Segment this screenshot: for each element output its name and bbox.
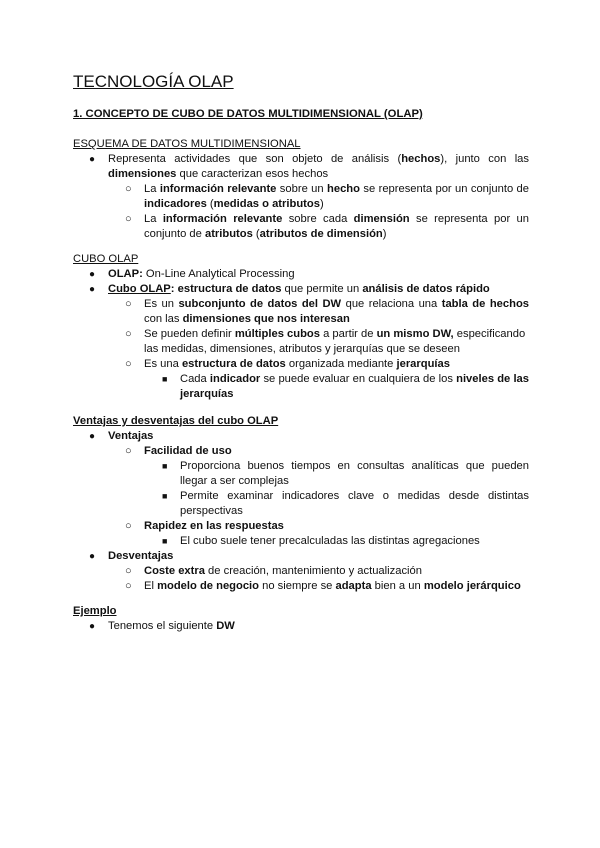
bullet-circle-icon: ○ (125, 183, 132, 195)
bullet-dot-icon: ● (89, 551, 96, 562)
bullet-square-icon: ■ (162, 536, 168, 546)
bullet-dot-icon: ● (89, 154, 96, 165)
bullet-circle-icon: ○ (125, 298, 132, 310)
bullet-circle-icon: ○ (125, 520, 132, 532)
list-item: ○ Es un subconjunto de datos del DW que relaciona una tabla de hechos con las dimensiones que nos interesan (125, 298, 530, 325)
bullet-dot-icon: ● (89, 621, 96, 632)
bullet-dot-icon: ● (89, 269, 96, 280)
list-item: ○ Coste extra de creación, mantenimiento y actualización (125, 565, 422, 577)
list-item: ● OLAP: On-Line Analytical Processing (89, 268, 295, 280)
bullet-square-icon: ■ (162, 491, 168, 501)
bullet-square-icon: ■ (162, 461, 168, 471)
subheading-cubo-olap: CUBO OLAP (73, 253, 139, 265)
list-item: ● Cubo OLAP: estructura de datos que permite un análisis de datos rápido (89, 283, 490, 295)
list-item: ● Tenemos el siguiente DW (89, 620, 235, 632)
list-item: ■ Permite examinar indicadores clave o medidas desde distintas perspectivas (162, 490, 529, 517)
subheading-esquema: ESQUEMA DE DATOS MULTIDIMENSIONAL (73, 138, 301, 150)
document-title: TECNOLOGÍA OLAP (73, 72, 234, 91)
bullet-circle-icon: ○ (125, 445, 132, 457)
list-item: ● Desventajas (89, 550, 174, 562)
list-item: ○ Se pueden definir múltiples cubos a partir de un mismo DW, especificando las medidas, dimensiones, atributos y jerarquías que se deseen (125, 328, 526, 355)
section-ventajas (73, 414, 529, 594)
bullet-circle-icon: ○ (125, 213, 132, 225)
list-item: ○ Es una estructura de datos organizada mediante jerarquías (125, 358, 450, 370)
bullet-circle-icon: ○ (125, 328, 132, 340)
list-item: ● Ventajas (89, 430, 154, 442)
bullet-square-icon: ■ (162, 374, 168, 384)
list-item: ■ El cubo suele tener precalculadas las distintas agregaciones (162, 535, 480, 547)
list-item: ○ El modelo de negocio no siempre se adapta bien a un modelo jerárquico (125, 580, 521, 592)
section-ejemplo (73, 604, 529, 634)
subheading-ejemplo: Ejemplo (73, 605, 117, 617)
bullet-circle-icon: ○ (125, 358, 132, 370)
list-item: ○ La información relevante sobre cada dimensión se representa por un conjunto de atributos (atributos de dimensión) (125, 213, 529, 240)
list-item: ○ Facilidad de uso (125, 445, 232, 457)
bullet-circle-icon: ○ (125, 565, 132, 577)
section-heading-concepto: 1. CONCEPTO DE CUBO DE DATOS MULTIDIMENSIONAL (OLAP) (73, 108, 423, 120)
list-item: ○ Rapidez en las respuestas (125, 520, 284, 532)
section-cubo-olap (73, 252, 529, 402)
list-item: ● Representa actividades que son objeto de análisis (hechos), junto con las dimensiones que caracterizan esos hechos (89, 153, 529, 180)
subheading-ventajas: Ventajas y desventajas del cubo OLAP (73, 415, 279, 427)
bullet-circle-icon: ○ (125, 580, 132, 592)
list-item: ■ Cada indicador se puede evaluar en cualquiera de los niveles de las jerarquías (162, 373, 530, 400)
list-item: ■ Proporciona buenos tiempos en consultas analíticas que pueden llegar a ser complejas (162, 460, 529, 487)
list-item: ○ La información relevante sobre un hecho se representa por un conjunto de indicadores (medidas o atributos) (125, 183, 530, 210)
bullet-dot-icon: ● (89, 284, 96, 295)
section-esquema (73, 137, 529, 242)
bullet-dot-icon: ● (89, 431, 96, 442)
